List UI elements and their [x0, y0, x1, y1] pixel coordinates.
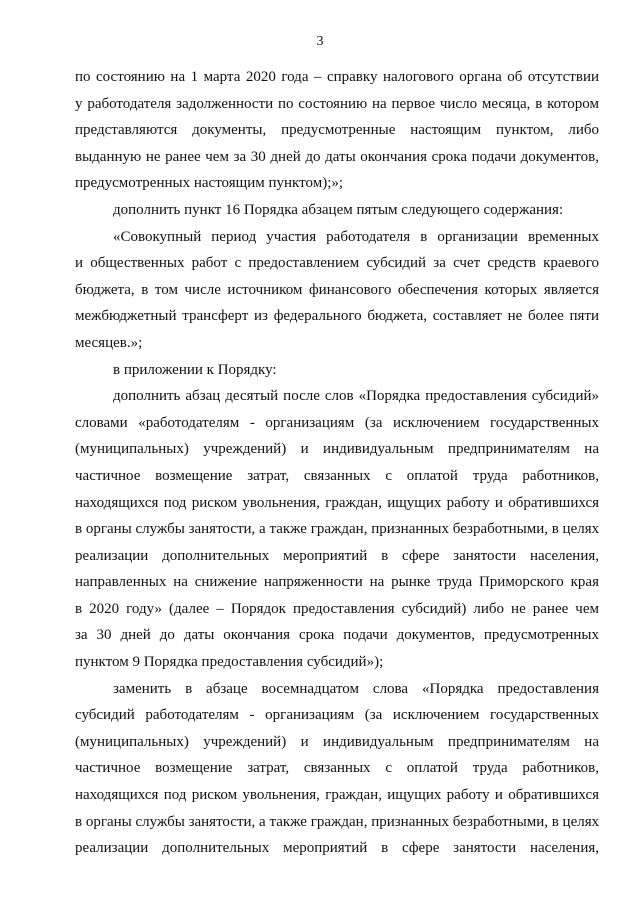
text-line: заменить в абзаце восемнадцатом слова «Порядка предоставления [113, 680, 599, 697]
text-line: и общественных работ с предоставлением субсидий за счет средств краевого [75, 255, 599, 272]
text-line: у работодателя задолженности по состоянию на первое число месяца, в котором [75, 95, 599, 112]
text-line: межбюджетный трансферт из федерального бюджета, составляет не более пяти [75, 308, 599, 325]
text-line: частичное возмещение затрат, связанных с оплатой труда работников, [75, 467, 599, 484]
text-line: находящихся под риском увольнения, граждан, ищущих работу и обратившихся [75, 494, 599, 511]
text-line: «Совокупный период участия работодателя в организации временных [113, 228, 599, 245]
text-line: словами «работодателям - организациям (за исключением государственных [75, 414, 599, 431]
document-body [75, 64, 599, 862]
text-line: (муниципальных) учреждений) и индивидуальным предпринимателям на [75, 733, 599, 750]
text-line: в 2020 году» (далее – Порядок предоставления субсидий) либо не ранее чем [75, 600, 599, 617]
text-line: за 30 дней до даты окончания срока подачи документов, предусмотренных [75, 627, 599, 644]
text-line: предусмотренных настоящим пунктом);»; [75, 175, 344, 192]
text-line: месяцев.»; [75, 334, 143, 351]
text-line: дополнить пункт 16 Порядка абзацем пятым следующего содержания: [113, 201, 564, 218]
text-line: направленных на снижение напряженности на рынке труда Приморского края [75, 574, 599, 591]
text-line: субсидий работодателям - организациям (за исключением государственных [75, 707, 599, 724]
text-line: (муниципальных) учреждений) и индивидуальным предпринимателям на [75, 441, 599, 458]
text-line: пунктом 9 Порядка предоставления субсидий»); [75, 654, 384, 671]
text-line: представляются документы, предусмотренные настоящим пунктом, либо [75, 122, 599, 139]
text-line: бюджета, в том числе источником финансового обеспечения которых является [75, 281, 599, 298]
text-line: реализации дополнительных мероприятий в сфере занятости населения, [75, 547, 599, 564]
text-line: дополнить абзац десятый после слов «Порядка предоставления субсидий» [113, 388, 599, 405]
text-line: по состоянию на 1 марта 2020 года – справку налогового органа об отсутствии [75, 69, 599, 85]
text-line: частичное возмещение затрат, связанных с оплатой труда работников, [75, 760, 599, 777]
text-line: реализации дополнительных мероприятий в сфере занятости населения, [75, 840, 599, 857]
text-line: выданную не ранее чем за 30 дней до даты окончания срока подачи документов, [75, 148, 599, 165]
text-line: находящихся под риском увольнения, граждан, ищущих работу и обратившихся [75, 787, 599, 804]
text-line: в приложении к Порядку: [113, 361, 277, 378]
text-line: в органы службы занятости, а также граждан, признанных безработными, в целях [75, 521, 599, 538]
text-line: в органы службы занятости, а также граждан, признанных безработными, в целях [75, 813, 599, 830]
page-number: 3 [316, 34, 324, 49]
